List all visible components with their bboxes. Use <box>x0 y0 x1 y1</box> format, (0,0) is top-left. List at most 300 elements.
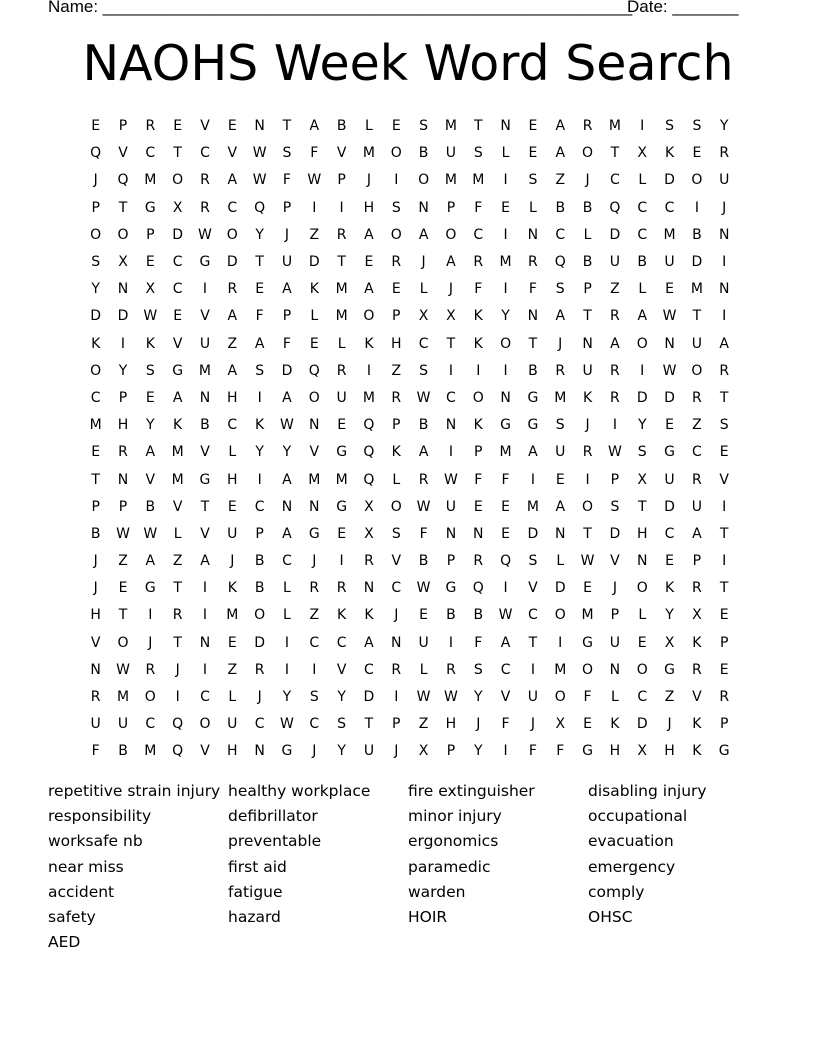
grid-cell[interactable]: I <box>530 661 535 678</box>
grid-cell[interactable]: Q <box>172 743 184 760</box>
grid-cell[interactable]: T <box>337 254 346 271</box>
grid-cell[interactable]: N <box>418 199 429 216</box>
grid-cell[interactable]: G <box>336 444 348 461</box>
grid-cell[interactable]: R <box>391 254 402 271</box>
grid-cell[interactable]: X <box>118 254 128 271</box>
grid-cell[interactable]: N <box>473 525 484 542</box>
grid-cell[interactable]: C <box>336 634 347 651</box>
grid-cell[interactable]: F <box>474 634 483 651</box>
grid-cell[interactable]: V <box>719 471 729 488</box>
grid-cell[interactable]: K <box>692 716 702 733</box>
grid-cell[interactable]: I <box>722 254 727 271</box>
grid-cell[interactable]: N <box>199 389 211 406</box>
grid-cell[interactable]: A <box>282 389 292 406</box>
grid-cell[interactable]: S <box>391 199 401 216</box>
grid-cell[interactable]: U <box>555 444 566 461</box>
grid-cell[interactable]: D <box>636 716 648 733</box>
grid-cell[interactable]: B <box>637 254 648 271</box>
grid-cell[interactable]: W <box>280 716 294 733</box>
grid-cell[interactable]: Z <box>418 716 429 733</box>
grid-cell[interactable]: I <box>503 281 508 298</box>
grid-cell[interactable]: E <box>227 634 237 651</box>
grid-cell[interactable]: H <box>445 716 457 733</box>
grid-cell[interactable]: O <box>691 172 703 189</box>
grid-cell[interactable]: J <box>366 172 372 189</box>
grid-cell[interactable]: P <box>146 226 155 243</box>
grid-cell[interactable]: V <box>610 553 620 570</box>
grid-cell[interactable]: E <box>173 118 183 135</box>
grid-cell[interactable]: R <box>254 661 265 678</box>
grid-cell[interactable]: U <box>664 254 675 271</box>
grid-cell[interactable]: V <box>200 743 210 760</box>
grid-cell[interactable]: N <box>500 389 511 406</box>
grid-cell[interactable]: V <box>172 498 183 515</box>
grid-cell[interactable]: P <box>282 199 292 216</box>
grid-cell[interactable]: U <box>527 689 539 706</box>
grid-cell[interactable]: O <box>226 226 238 243</box>
grid-cell[interactable]: Q <box>172 716 184 733</box>
grid-cell[interactable]: Y <box>637 417 647 434</box>
grid-cell[interactable]: J <box>394 743 399 760</box>
grid-cell[interactable]: C <box>254 498 265 515</box>
grid-cell[interactable]: C <box>691 444 702 461</box>
grid-cell[interactable]: F <box>474 471 483 488</box>
grid-cell[interactable]: J <box>93 553 98 570</box>
grid-cell[interactable]: A <box>719 335 729 352</box>
grid-cell[interactable]: L <box>638 607 647 624</box>
grid-cell[interactable]: P <box>118 118 128 135</box>
grid-cell[interactable]: W <box>416 689 431 706</box>
grid-cell[interactable]: Q <box>363 471 375 488</box>
grid-cell[interactable]: L <box>556 553 565 570</box>
grid-cell[interactable]: D <box>527 525 539 542</box>
grid-cell[interactable]: W <box>607 444 622 461</box>
grid-cell[interactable]: C <box>555 226 566 243</box>
grid-cell[interactable]: R <box>692 471 702 488</box>
grid-cell[interactable]: H <box>636 525 648 542</box>
grid-cell[interactable]: P <box>719 716 729 733</box>
grid-cell[interactable]: R <box>582 444 593 461</box>
grid-cell[interactable]: A <box>528 444 538 461</box>
grid-cell[interactable]: O <box>636 335 648 352</box>
grid-cell[interactable]: T <box>692 308 702 325</box>
grid-cell[interactable]: D <box>117 308 129 325</box>
grid-cell[interactable]: I <box>530 471 535 488</box>
grid-cell[interactable]: M <box>144 743 157 760</box>
grid-cell[interactable]: V <box>692 689 702 706</box>
grid-cell[interactable]: H <box>363 199 375 216</box>
grid-cell[interactable]: B <box>90 525 101 542</box>
grid-cell[interactable]: Q <box>90 145 102 162</box>
grid-cell[interactable]: L <box>310 308 319 325</box>
grid-cell[interactable]: C <box>637 226 648 243</box>
grid-cell[interactable]: M <box>526 498 539 515</box>
grid-cell[interactable]: W <box>307 172 322 189</box>
grid-cell[interactable]: U <box>90 716 101 733</box>
grid-cell[interactable]: L <box>337 335 346 352</box>
grid-cell[interactable]: B <box>254 553 265 570</box>
grid-cell[interactable]: V <box>118 145 128 162</box>
grid-cell[interactable]: R <box>446 661 456 678</box>
grid-cell[interactable]: A <box>418 226 429 243</box>
grid-cell[interactable]: H <box>117 417 129 434</box>
grid-cell[interactable]: O <box>117 226 129 243</box>
grid-cell[interactable]: B <box>145 498 156 515</box>
name-field-label[interactable]: Name: ________________________________________________________ <box>48 0 633 16</box>
grid-cell[interactable]: F <box>282 335 291 352</box>
grid-cell[interactable]: N <box>90 661 101 678</box>
grid-cell[interactable]: G <box>582 743 593 760</box>
grid-cell[interactable]: C <box>473 226 484 243</box>
grid-cell[interactable]: I <box>148 607 153 624</box>
grid-cell[interactable]: C <box>418 335 429 352</box>
grid-cell[interactable]: I <box>503 743 508 760</box>
grid-cell[interactable]: S <box>555 417 565 434</box>
grid-cell[interactable]: Q <box>363 444 375 461</box>
grid-cell[interactable]: E <box>501 498 511 515</box>
grid-cell[interactable]: R <box>610 308 620 325</box>
grid-cell[interactable]: C <box>172 254 183 271</box>
grid-cell[interactable]: R <box>555 362 566 379</box>
grid-cell[interactable]: Z <box>391 362 402 379</box>
grid-cell[interactable]: A <box>692 525 702 542</box>
grid-cell[interactable]: N <box>363 580 375 597</box>
grid-cell[interactable]: U <box>363 743 375 760</box>
grid-cell[interactable]: Y <box>255 444 264 461</box>
grid-cell[interactable]: F <box>474 199 483 216</box>
grid-cell[interactable]: U <box>336 389 347 406</box>
grid-cell[interactable]: M <box>362 145 375 162</box>
grid-cell[interactable]: I <box>722 553 727 570</box>
grid-cell[interactable]: X <box>446 308 456 325</box>
grid-cell[interactable]: J <box>394 607 399 624</box>
grid-cell[interactable]: R <box>391 661 402 678</box>
grid-cell[interactable]: T <box>255 254 264 271</box>
grid-cell[interactable]: R <box>692 580 702 597</box>
grid-cell[interactable]: D <box>554 580 566 597</box>
grid-cell[interactable]: D <box>609 525 621 542</box>
grid-cell[interactable]: M <box>171 444 184 461</box>
grid-cell[interactable]: J <box>612 580 617 597</box>
grid-cell[interactable]: I <box>394 689 399 706</box>
grid-cell[interactable]: B <box>555 199 566 216</box>
grid-cell[interactable]: W <box>116 661 130 678</box>
grid-cell[interactable]: R <box>90 689 101 706</box>
grid-cell[interactable]: N <box>199 634 211 651</box>
grid-cell[interactable]: B <box>418 417 429 434</box>
grid-cell[interactable]: R <box>610 362 620 379</box>
grid-cell[interactable]: A <box>364 226 374 243</box>
grid-cell[interactable]: D <box>90 308 102 325</box>
grid-cell[interactable]: O <box>582 145 594 162</box>
grid-cell[interactable]: I <box>284 634 290 651</box>
grid-cell[interactable]: M <box>335 281 348 298</box>
grid-cell[interactable]: J <box>257 689 262 706</box>
grid-cell[interactable]: O <box>445 226 457 243</box>
grid-cell[interactable]: K <box>664 580 675 597</box>
grid-cell[interactable]: P <box>692 553 702 570</box>
grid-cell[interactable]: G <box>199 254 211 271</box>
grid-cell[interactable]: I <box>257 471 262 488</box>
grid-cell[interactable]: S <box>528 553 538 570</box>
grid-cell[interactable]: N <box>636 553 648 570</box>
grid-cell[interactable]: V <box>309 444 320 461</box>
grid-cell[interactable]: O <box>500 335 512 352</box>
grid-cell[interactable]: R <box>200 199 210 216</box>
grid-cell[interactable]: U <box>691 498 702 515</box>
grid-cell[interactable]: P <box>255 525 264 542</box>
grid-cell[interactable]: O <box>636 661 648 678</box>
grid-cell[interactable]: C <box>254 716 265 733</box>
grid-cell[interactable]: X <box>692 607 702 624</box>
grid-cell[interactable]: O <box>636 580 648 597</box>
grid-cell[interactable]: A <box>282 471 292 488</box>
grid-cell[interactable]: R <box>145 118 156 135</box>
grid-cell[interactable]: A <box>555 308 566 325</box>
grid-cell[interactable]: S <box>91 254 101 271</box>
grid-cell[interactable]: Q <box>254 199 266 216</box>
grid-cell[interactable]: K <box>255 417 265 434</box>
grid-cell[interactable]: E <box>719 661 729 678</box>
grid-cell[interactable]: K <box>473 308 483 325</box>
grid-cell[interactable]: M <box>663 226 676 243</box>
grid-cell[interactable]: M <box>335 471 348 488</box>
grid-cell[interactable]: O <box>418 172 430 189</box>
grid-cell[interactable]: Z <box>118 553 128 570</box>
grid-cell[interactable]: G <box>281 743 293 760</box>
grid-cell[interactable]: L <box>501 145 510 162</box>
grid-cell[interactable]: X <box>637 145 648 162</box>
grid-cell[interactable]: S <box>610 498 620 515</box>
grid-cell[interactable]: M <box>690 281 703 298</box>
grid-cell[interactable]: E <box>555 471 565 488</box>
grid-cell[interactable]: P <box>392 308 401 325</box>
grid-cell[interactable]: I <box>612 417 617 434</box>
grid-cell[interactable]: X <box>418 308 429 325</box>
grid-cell[interactable]: U <box>418 634 429 651</box>
grid-cell[interactable]: T <box>528 335 538 352</box>
grid-cell[interactable]: E <box>528 118 538 135</box>
grid-cell[interactable]: E <box>227 118 237 135</box>
grid-cell[interactable]: L <box>228 689 237 706</box>
grid-cell[interactable]: C <box>637 689 648 706</box>
grid-cell[interactable]: T <box>610 145 620 162</box>
grid-cell[interactable]: D <box>281 362 293 379</box>
grid-cell[interactable]: W <box>280 417 294 434</box>
grid-cell[interactable]: K <box>473 335 483 352</box>
grid-cell[interactable]: V <box>200 118 210 135</box>
grid-cell[interactable]: E <box>391 281 401 298</box>
grid-cell[interactable]: U <box>719 172 730 189</box>
grid-cell[interactable]: U <box>582 362 593 379</box>
grid-cell[interactable]: B <box>336 118 347 135</box>
grid-cell[interactable]: D <box>691 254 703 271</box>
grid-cell[interactable]: E <box>364 254 374 271</box>
grid-cell[interactable]: I <box>694 199 699 216</box>
grid-cell[interactable]: J <box>93 580 98 597</box>
grid-cell[interactable]: T <box>173 145 182 162</box>
grid-cell[interactable]: I <box>722 308 727 325</box>
grid-cell[interactable]: Z <box>692 417 702 434</box>
grid-cell[interactable]: U <box>199 335 211 352</box>
grid-cell[interactable]: H <box>227 389 238 406</box>
grid-cell[interactable]: B <box>582 254 593 271</box>
grid-cell[interactable]: T <box>528 634 538 651</box>
grid-cell[interactable]: Z <box>309 607 320 624</box>
grid-cell[interactable]: E <box>91 444 101 461</box>
grid-cell[interactable]: E <box>227 498 237 515</box>
grid-cell[interactable]: R <box>336 362 347 379</box>
grid-cell[interactable]: P <box>337 172 346 189</box>
grid-cell[interactable]: T <box>91 471 100 488</box>
grid-cell[interactable]: W <box>662 308 677 325</box>
grid-cell[interactable]: N <box>117 471 129 488</box>
grid-cell[interactable]: Q <box>308 362 320 379</box>
grid-cell[interactable]: N <box>309 498 320 515</box>
grid-cell[interactable]: L <box>583 226 592 243</box>
grid-cell[interactable]: F <box>528 743 537 760</box>
grid-cell[interactable]: G <box>582 634 593 651</box>
grid-cell[interactable]: A <box>227 308 238 325</box>
grid-cell[interactable]: K <box>664 145 675 162</box>
grid-cell[interactable]: B <box>118 743 128 760</box>
grid-cell[interactable]: Q <box>554 254 566 271</box>
grid-cell[interactable]: N <box>718 281 730 298</box>
grid-cell[interactable]: S <box>282 145 292 162</box>
grid-cell[interactable]: V <box>90 634 101 651</box>
grid-cell[interactable]: T <box>719 580 729 597</box>
grid-cell[interactable]: F <box>310 145 319 162</box>
grid-cell[interactable]: V <box>336 661 347 678</box>
grid-cell[interactable]: D <box>664 172 675 189</box>
grid-cell[interactable]: O <box>390 498 402 515</box>
grid-cell[interactable]: S <box>309 689 319 706</box>
grid-cell[interactable]: C <box>446 389 456 406</box>
grid-cell[interactable]: J <box>284 226 290 243</box>
grid-cell[interactable]: P <box>446 553 456 570</box>
grid-cell[interactable]: W <box>416 498 431 515</box>
grid-cell[interactable]: T <box>282 118 292 135</box>
grid-cell[interactable]: C <box>200 689 210 706</box>
grid-cell[interactable]: N <box>500 118 511 135</box>
grid-cell[interactable]: R <box>582 118 593 135</box>
grid-cell[interactable]: H <box>391 335 402 352</box>
grid-cell[interactable]: D <box>172 226 184 243</box>
grid-cell[interactable]: S <box>719 417 729 434</box>
grid-cell[interactable]: E <box>118 580 128 597</box>
grid-cell[interactable]: M <box>608 118 621 135</box>
grid-cell[interactable]: E <box>501 199 511 216</box>
grid-cell[interactable]: N <box>254 118 265 135</box>
grid-cell[interactable]: R <box>418 471 429 488</box>
grid-cell[interactable]: W <box>416 389 431 406</box>
grid-cell[interactable]: N <box>664 335 675 352</box>
grid-cell[interactable]: N <box>391 634 402 651</box>
grid-cell[interactable]: U <box>227 716 238 733</box>
grid-cell[interactable]: P <box>474 444 483 461</box>
grid-cell[interactable]: R <box>145 661 156 678</box>
grid-cell[interactable]: P <box>91 498 100 515</box>
grid-cell[interactable]: X <box>172 199 183 216</box>
grid-cell[interactable]: K <box>227 580 237 597</box>
grid-cell[interactable]: A <box>172 389 183 406</box>
grid-cell[interactable]: M <box>554 389 567 406</box>
grid-cell[interactable]: F <box>419 525 428 542</box>
grid-cell[interactable]: X <box>145 281 156 298</box>
grid-cell[interactable]: F <box>501 471 510 488</box>
grid-cell[interactable]: E <box>145 389 155 406</box>
grid-cell[interactable]: S <box>692 118 702 135</box>
grid-cell[interactable]: B <box>528 362 538 379</box>
grid-cell[interactable]: R <box>473 553 484 570</box>
grid-cell[interactable]: I <box>503 580 508 597</box>
grid-cell[interactable]: Y <box>501 308 510 325</box>
grid-cell[interactable]: B <box>418 145 429 162</box>
grid-cell[interactable]: F <box>501 716 510 733</box>
grid-cell[interactable]: P <box>446 743 456 760</box>
grid-cell[interactable]: J <box>722 199 727 216</box>
grid-cell[interactable]: K <box>610 716 620 733</box>
grid-cell[interactable]: I <box>312 661 317 678</box>
grid-cell[interactable]: B <box>582 199 593 216</box>
grid-cell[interactable]: N <box>445 417 457 434</box>
grid-cell[interactable]: P <box>91 199 100 216</box>
grid-cell[interactable]: R <box>364 553 374 570</box>
grid-cell[interactable]: V <box>172 335 183 352</box>
grid-cell[interactable]: M <box>362 389 375 406</box>
grid-cell[interactable]: H <box>664 743 675 760</box>
grid-cell[interactable]: W <box>198 226 212 243</box>
grid-cell[interactable]: I <box>503 172 508 189</box>
grid-cell[interactable]: S <box>637 444 647 461</box>
grid-cell[interactable]: T <box>719 389 729 406</box>
grid-cell[interactable]: B <box>473 607 484 624</box>
grid-cell[interactable]: P <box>583 281 592 298</box>
grid-cell[interactable]: I <box>339 553 344 570</box>
grid-cell[interactable]: I <box>312 199 317 216</box>
grid-cell[interactable]: W <box>143 308 158 325</box>
grid-cell[interactable]: N <box>527 308 539 325</box>
grid-cell[interactable]: V <box>500 689 511 706</box>
grid-cell[interactable]: K <box>91 335 101 352</box>
grid-cell[interactable]: L <box>638 281 647 298</box>
grid-cell[interactable]: M <box>144 172 157 189</box>
grid-cell[interactable]: R <box>200 172 210 189</box>
grid-cell[interactable]: X <box>664 634 675 651</box>
grid-cell[interactable]: E <box>692 145 702 162</box>
grid-cell[interactable]: P <box>610 607 620 624</box>
grid-cell[interactable]: U <box>609 254 621 271</box>
grid-cell[interactable]: O <box>691 362 703 379</box>
grid-cell[interactable]: V <box>200 525 210 542</box>
grid-cell[interactable]: R <box>391 389 402 406</box>
grid-cell[interactable]: T <box>173 634 182 651</box>
grid-cell[interactable]: N <box>609 661 621 678</box>
grid-cell[interactable]: S <box>255 362 265 379</box>
grid-cell[interactable]: R <box>336 226 347 243</box>
grid-cell[interactable]: T <box>173 580 182 597</box>
grid-cell[interactable]: Z <box>610 281 620 298</box>
grid-cell[interactable]: C <box>172 281 183 298</box>
grid-cell[interactable]: A <box>282 525 292 542</box>
grid-cell[interactable]: F <box>91 743 100 760</box>
grid-cell[interactable]: O <box>308 389 320 406</box>
grid-cell[interactable]: Y <box>91 281 100 298</box>
grid-cell[interactable]: B <box>200 417 210 434</box>
grid-cell[interactable]: F <box>528 281 537 298</box>
grid-cell[interactable]: E <box>719 607 729 624</box>
grid-cell[interactable]: G <box>664 444 675 461</box>
